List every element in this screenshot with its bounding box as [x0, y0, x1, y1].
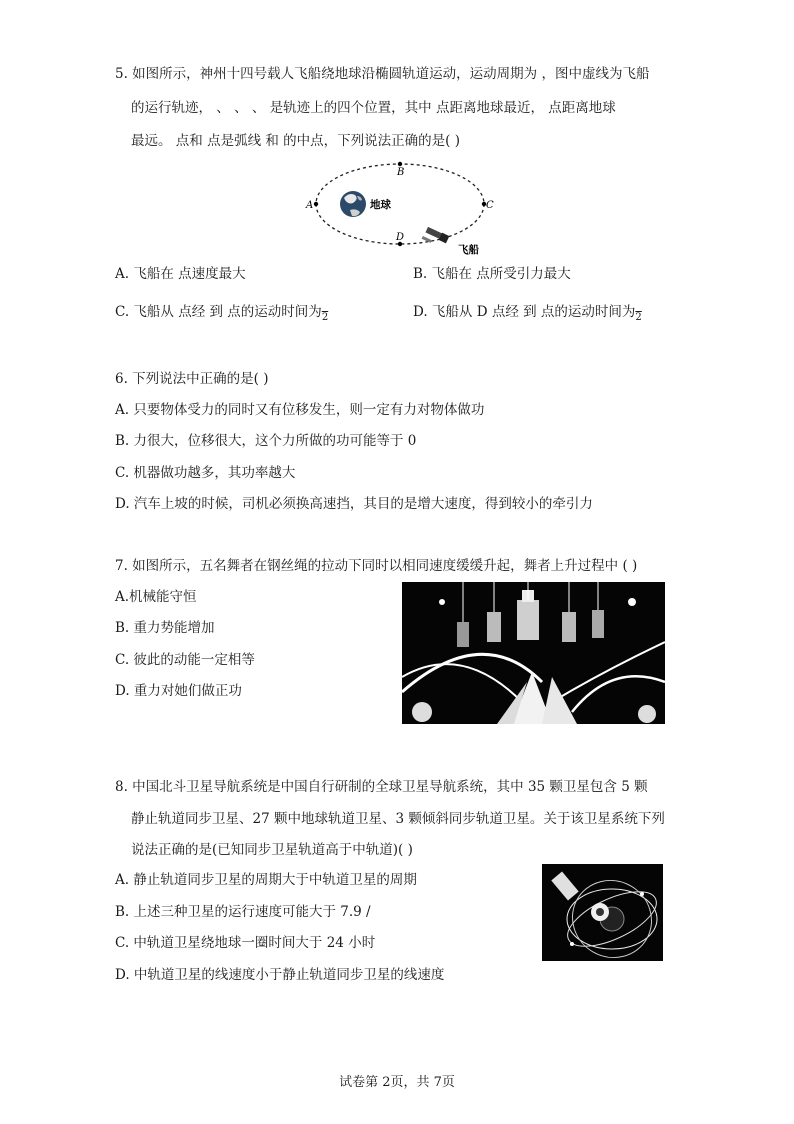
q5-option-c-text: C. 飞船从 点经 到 点的运动时间为 — [115, 304, 322, 320]
earth-label: 地球 — [370, 199, 391, 211]
q5-option-c — [115, 303, 328, 327]
q5-option-a: A. 飞船在 点速度最大 — [115, 266, 246, 282]
q5-option-d-text: D. 飞船从 D 点经 到 点的运动时间为 — [413, 304, 636, 320]
q5-option-b: B. 飞船在 点所受引力最大 — [413, 266, 571, 282]
q7-option-a: A.机械能守恒 — [115, 589, 197, 605]
q8-stem-line-2: 静止轨道同步卫星、27 颗中地球轨道卫星、3 颗倾斜同步轨道卫星。关于该卫星系统下列 — [131, 811, 665, 827]
q5-stem-line-1: 5. 如图所示，神州十四号载人飞船绕地球沿椭圆轨道运动，运动周期为 ，图中虚线为飞船 — [115, 66, 650, 82]
point-a — [314, 202, 318, 206]
q7-option-c: C. 彼此的动能一定相等 — [115, 652, 255, 668]
q5-option-d — [413, 303, 642, 327]
page-footer: 试卷第 2页，共 7页 — [339, 1075, 455, 1090]
q8-stem-line-1: 8. 中国北斗卫星导航系统是中国自行研制的全球卫星导航系统，其中 35 颗卫星包含 5 颗 — [115, 779, 648, 795]
q5-orbit-diagram — [300, 158, 520, 258]
q8-option-c: C. 中轨道卫星绕地球一圈时间大于 24 小时 — [115, 935, 376, 951]
q8-stem-line-3: 说法正确的是(已知同步卫星轨道高于中轨道)( ) — [131, 842, 413, 858]
q8-option-b: B. 上述三种卫星的运行速度可能大于 7.9 / — [115, 904, 371, 920]
q8-option-d: D. 中轨道卫星的线速度小于静止轨道同步卫星的线速度 — [115, 967, 445, 983]
q5-stem-line-3: 最远。 点和 点是弧线 和 的中点，下列说法正确的是( ) — [131, 133, 460, 149]
q6-option-d: D. 汽车上坡的时候，司机必须换高速挡，其目的是增大速度，得到较小的牵引力 — [115, 496, 593, 512]
q8-option-a: A. 静止轨道同步卫星的周期大于中轨道卫星的周期 — [115, 872, 417, 888]
q6-option-c: C. 机器做功越多，其功率越大 — [115, 465, 296, 481]
q7-option-b: B. 重力势能增加 — [115, 620, 215, 636]
q6-option-a: A. 只要物体受力的同时又有位移发生，则一定有力对物体做功 — [115, 402, 485, 418]
point-b — [398, 162, 402, 166]
orbit-svg — [300, 158, 520, 258]
label-b: B — [397, 167, 405, 178]
satellite-orbits-photo — [542, 864, 663, 961]
label-d: D — [396, 232, 405, 243]
spaceship-icon — [422, 227, 450, 243]
label-c: C — [486, 200, 494, 211]
dancers-photo — [402, 582, 665, 724]
q6-stem: 6. 下列说法中正确的是( ) — [115, 371, 269, 387]
q5-option-d-fraction: 2 — [635, 312, 642, 323]
q7-option-d: D. 重力对她们做正功 — [115, 683, 242, 699]
earth-icon — [340, 191, 366, 217]
q7-stem: 7. 如图所示，五名舞者在钢丝绳的拉动下同时以相同速度缓缓升起，舞者上升过程中 ( ) — [115, 558, 638, 574]
label-a: A — [306, 200, 314, 211]
q6-option-b: B. 力很大，位移很大，这个力所做的功可能等于 0 — [115, 433, 417, 449]
q5-stem-line-2: 的运行轨迹， 、 、 、 是轨迹上的四个位置，其中 点距离地球最近， 点距离地球 — [131, 100, 616, 116]
ship-label: 飞船 — [458, 244, 479, 256]
q5-option-c-fraction: 2 — [321, 312, 329, 323]
